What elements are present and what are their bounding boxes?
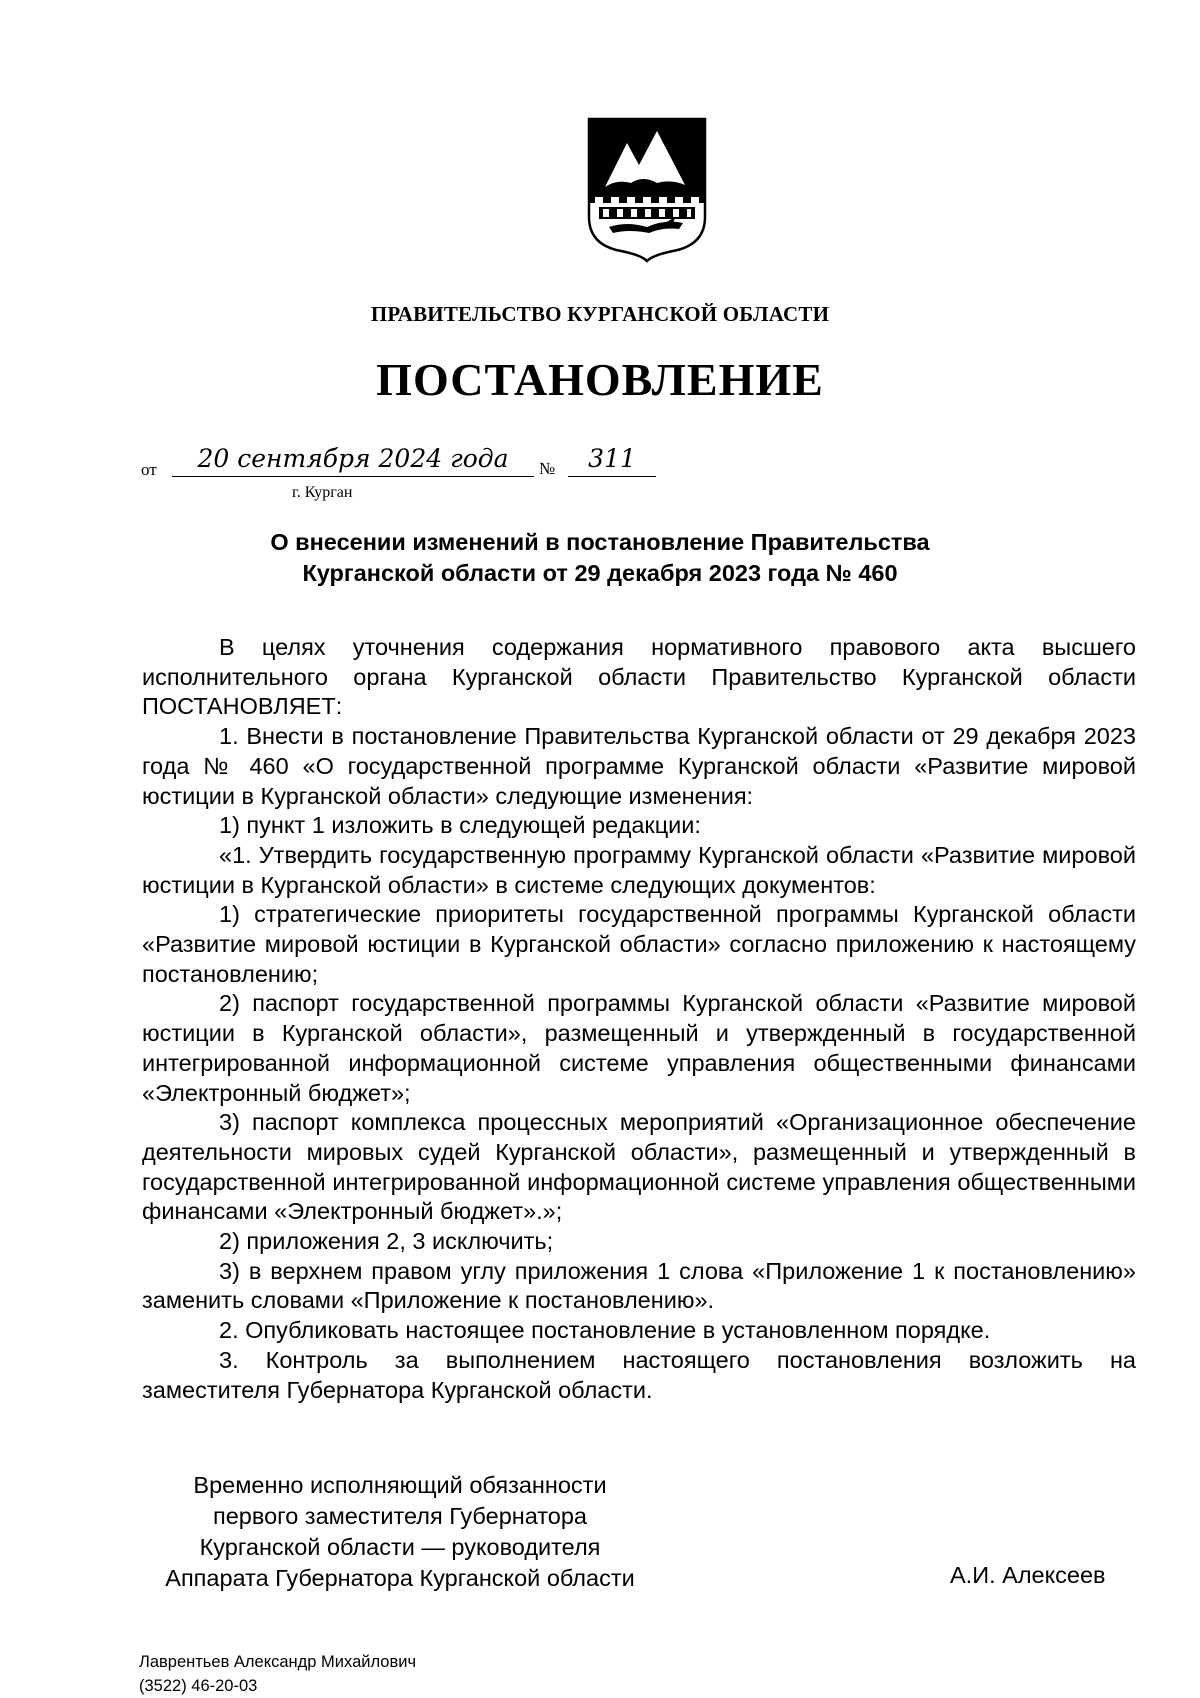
signatory-position-line: Курганской области — руководителя (199, 1534, 601, 1560)
body-paragraph: 1) стратегические приоритеты государственной программы Курганской области «Развитие мировой юстиции в Курганской области» согласно приложению к настоящему постановлению; (142, 901, 1136, 987)
signatory-position-line: Временно исполняющий обязанности (193, 1472, 607, 1498)
document-title (0, 527, 1200, 589)
body-paragraph: 3) паспорт комплекса процессных мероприятий «Организационное обеспечение деятельности мировых судей Курганской области», размещенный и утвержденный в государственной интегрированной информационной системе управления общественными финансами «Электронный бюджет».»; (142, 1109, 1136, 1225)
body-paragraph: «1. Утвердить государственную программу Курганской области «Развитие мировой юстиции в Курганской области» в системе следующих документов: (142, 841, 1136, 898)
city-label: г. Курган (292, 484, 353, 501)
body-paragraph: 1) пункт 1 изложить в следующей редакции: (219, 812, 701, 839)
signatory-position (120, 1470, 680, 1594)
coat-of-arms-icon (587, 117, 707, 263)
body-paragraph: 2) паспорт государственной программы Курганской области «Развитие мировой юстиции в Курганской области», размещенный и утвержденный в государственной интегрированной информационной системе управления общественными финансами «Электронный бюджет»; (142, 990, 1136, 1106)
executor-phone: (3522) 46-20-03 (139, 1677, 258, 1695)
signatory-position-line: первого заместителя Губернатора (212, 1503, 587, 1529)
body-paragraph: 2) приложения 2, 3 исключить; (219, 1228, 554, 1255)
handwritten-date: 20 сентября 2024 года (172, 444, 534, 477)
signatory-name: А.И. Алексеев (950, 1562, 1106, 1588)
signatory-position-line: Аппарата Губернатора Курганской области (165, 1565, 635, 1591)
body-paragraph: 1. Внести в постановление Правительства Курганской области от 29 декабря 2023 года № 460 «О государственной программе Курганской области «Развитие мировой юстиции в Курганской области» следующие изменения: (142, 723, 1136, 809)
executor-info (139, 1650, 416, 1698)
number-sign: № (539, 459, 556, 478)
government-name: ПРАВИТЕЛЬСТВО КУРГАНСКОЙ ОБЛАСТИ (370, 302, 830, 326)
date-number-line (141, 444, 661, 484)
document-body (142, 633, 1136, 1405)
title-line-2: Курганской области от 29 декабря 2023 года № 460 (302, 560, 898, 586)
title-line-1: О внесении изменений в постановление Правительства (270, 529, 930, 555)
document-type-heading: ПОСТАНОВЛЕНИЕ (376, 354, 824, 405)
body-paragraph: 3. Контроль за выполнением настоящего постановления возложить на заместителя Губернатора Курганской области. (142, 1346, 1136, 1403)
body-paragraph: 3) в верхнем правом углу приложения 1 слова «Приложение 1 к постановлению» заменить словами «Приложение к постановлению». (142, 1257, 1136, 1314)
body-paragraph: 2. Опубликовать настоящее постановление в установленном порядке. (219, 1317, 991, 1344)
executor-name: Лаврентьев Александр Михайлович (139, 1653, 417, 1671)
date-prefix: от (141, 460, 157, 479)
body-paragraph: В целях уточнения содержания нормативного правового акта высшего исполнительного органа Курганской области Правительство Курганской области ПОСТАНОВЛЯЕТ: (142, 634, 1136, 720)
handwritten-number: 311 (568, 444, 656, 477)
